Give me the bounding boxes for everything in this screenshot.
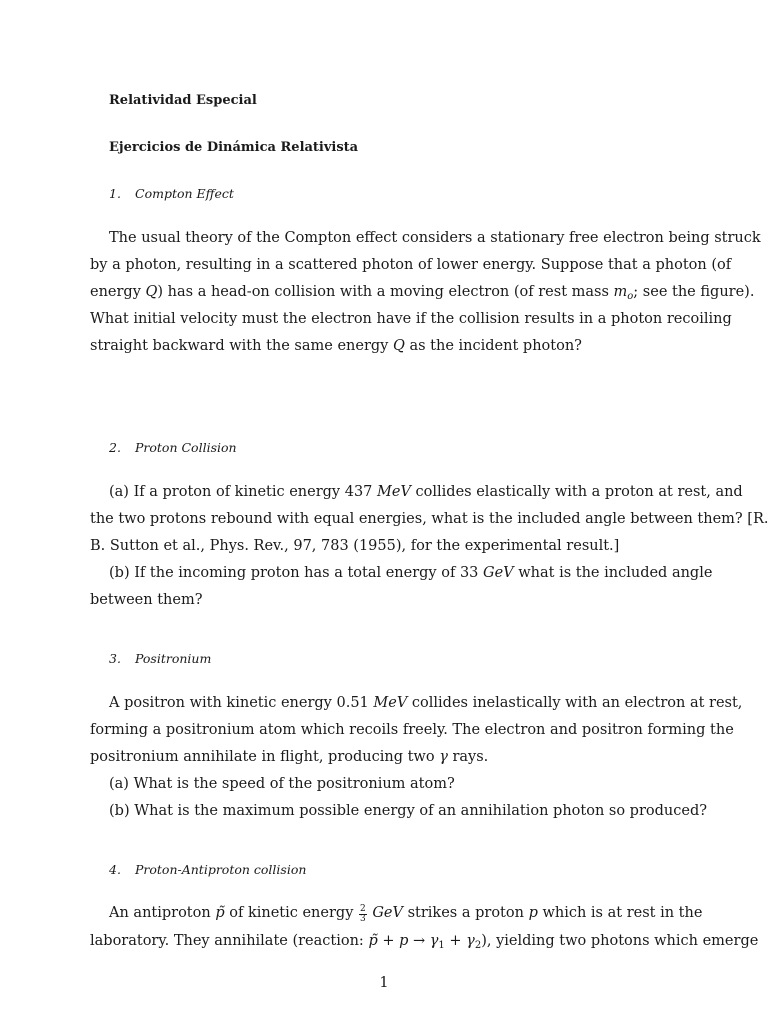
text-line: energy Q) has a head-on collision with a moving electron (of rest mass $m_o$; see the figure). <box>90 284 755 302</box>
document-title: Relatividad Especial <box>109 93 257 108</box>
section-number: 3. <box>109 651 121 666</box>
text-line: A positron with kinetic energy 0.51 MeV collides inelastically with an electron at rest, <box>109 695 743 711</box>
section-title: Compton Effect <box>135 186 234 201</box>
text-line: An antiproton p̃ of kinetic energy $\frac{2}{3}$ GeV strikes a proton p which is at rest in the <box>109 904 703 924</box>
text-line: straight backward with the same energy Q as the incident photon? <box>90 338 582 354</box>
text-line: between them? <box>90 592 203 608</box>
text-line: What initial velocity must the electron have if the collision results in a photon recoiling <box>90 311 732 327</box>
section-heading-positronium <box>109 651 211 666</box>
text-line: (a) What is the speed of the positronium atom? <box>109 776 455 792</box>
text-line: The usual theory of the Compton effect considers a stationary free electron being struck <box>109 230 761 246</box>
section-title: Positronium <box>135 651 212 666</box>
fraction: $\frac{2}{3}$ <box>360 904 366 924</box>
text-line: B. Sutton et al., Phys. Rev., 97, 783 (1955), for the experimental result.] <box>90 538 620 554</box>
document-subtitle: Ejercicios de Dinámica Relativista <box>109 140 359 155</box>
section-number: 4. <box>109 862 121 877</box>
document-page <box>90 0 768 1024</box>
section-number: 1. <box>109 186 121 201</box>
section-title: Proton-Antiproton collision <box>135 862 307 877</box>
text-line: (b) If the incoming proton has a total energy of 33 GeV what is the included angle <box>109 565 713 581</box>
text-line: by a photon, resulting in a scattered photon of lower energy. Suppose that a photon (of <box>90 257 732 273</box>
section-number: 2. <box>109 440 121 455</box>
text-line: laboratory. They annihilate (reaction: p̃ + $p \to \gamma_1 + \gamma_2$), yielding two photons which emerge <box>90 933 759 951</box>
text-line: (b) What is the maximum possible energy of an annihilation photon so produced? <box>109 803 707 819</box>
text-line: (a) If a proton of kinetic energy 437 MeV collides elastically with a proton at rest, and <box>109 484 743 500</box>
section-heading-compton <box>109 186 234 201</box>
text-line: the two protons rebound with equal energies, what is the included angle between them? [R. <box>90 511 768 527</box>
section-heading-proton-collision <box>109 440 237 455</box>
text-line: forming a positronium atom which recoils freely. The electron and positron forming the <box>90 722 734 738</box>
section-title: Proton Collision <box>135 440 237 455</box>
section-heading-proton-antiproton <box>109 862 306 877</box>
page-number: 1 <box>379 975 389 991</box>
text-line: positronium annihilate in flight, producing two γ rays. <box>90 749 489 765</box>
